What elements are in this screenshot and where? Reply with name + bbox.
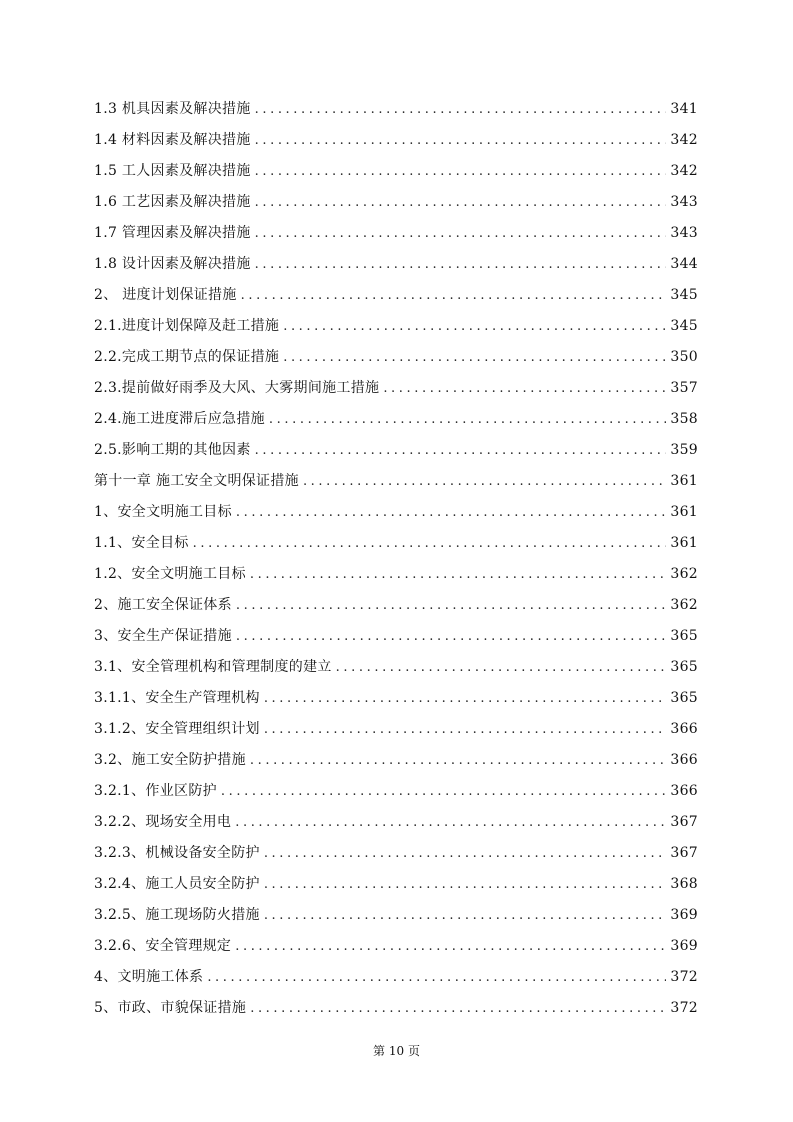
- toc-entry-label: 1.3 机具因素及解决措施: [94, 101, 251, 117]
- toc-leader-dots: [264, 838, 666, 869]
- toc-leader-dots: [250, 993, 666, 1024]
- toc-entry[interactable]: [94, 683, 698, 714]
- toc-entry[interactable]: [94, 528, 698, 559]
- toc-leader-dots: [255, 435, 666, 466]
- toc-entry[interactable]: [94, 404, 698, 435]
- toc-entry-page: 343: [670, 225, 698, 241]
- toc-entry-page: 343: [670, 194, 698, 210]
- toc-leader-dots: [235, 931, 666, 962]
- toc-entry-page: 367: [670, 845, 698, 861]
- toc-entry-page: 366: [670, 752, 698, 768]
- toc-leader-dots: [264, 900, 666, 931]
- toc-entry-page: 367: [670, 814, 698, 830]
- toc-entry-label: 3.2.4、施工人员安全防护: [94, 876, 260, 892]
- toc-entry-label: 3.2.3、机械设备安全防护: [94, 845, 260, 861]
- toc-entry-label: 1.7 管理因素及解决措施: [94, 225, 251, 241]
- toc-entry-label: 1.8 设计因素及解决措施: [94, 256, 251, 272]
- toc-leader-dots: [269, 404, 666, 435]
- toc-entry-page: 362: [670, 597, 698, 613]
- toc-entry-label: 3.2.2、现场安全用电: [94, 814, 232, 830]
- toc-entry-page: 372: [670, 1000, 698, 1016]
- toc-entry-label: 3.2、施工安全防护措施: [94, 752, 246, 768]
- toc-leader-dots: [250, 745, 666, 776]
- toc-entry-page: 344: [670, 256, 698, 272]
- toc-entry[interactable]: [94, 187, 698, 218]
- page-number-footer: 第 10 页: [373, 1044, 420, 1058]
- toc-entry-label: 1.2、安全文明施工目标: [94, 566, 246, 582]
- toc-leader-dots: [283, 311, 666, 342]
- toc-entry[interactable]: [94, 497, 698, 528]
- toc-leader-dots: [235, 807, 666, 838]
- toc-entry-page: 369: [670, 907, 698, 923]
- toc-entry-label: 3、安全生产保证措施: [94, 628, 232, 644]
- toc-entry-label: 3.1.1、安全生产管理机构: [94, 690, 260, 706]
- toc-entry-label: 3.2.5、施工现场防火措施: [94, 907, 260, 923]
- toc-leader-dots: [336, 652, 666, 683]
- toc-entry-page: 366: [670, 783, 698, 799]
- toc-entry-page: 357: [670, 380, 698, 396]
- toc-entry-label: 2、 进度计划保证措施: [94, 287, 237, 303]
- toc-entry[interactable]: [94, 590, 698, 621]
- toc-leader-dots: [236, 621, 666, 652]
- toc-entry-label: 1.6 工艺因素及解决措施: [94, 194, 251, 210]
- toc-entry[interactable]: [94, 776, 698, 807]
- toc-entry[interactable]: [94, 838, 698, 869]
- toc-entry-label: 第十一章 施工安全文明保证措施: [94, 473, 299, 489]
- toc-entry[interactable]: [94, 373, 698, 404]
- toc-entry-page: 341: [670, 101, 698, 117]
- toc-leader-dots: [264, 683, 666, 714]
- toc-entry-label: 2.3.提前做好雨季及大风、大雾期间施工措施: [94, 380, 380, 396]
- toc-leader-dots: [236, 497, 666, 528]
- toc-entry[interactable]: [94, 993, 698, 1024]
- toc-leader-dots: [255, 218, 666, 249]
- toc-entry-page: 342: [670, 163, 698, 179]
- toc-leader-dots: [255, 249, 666, 280]
- toc-entry-label: 5、市政、市貌保证措施: [94, 1000, 247, 1016]
- toc-entry-page: 365: [670, 659, 698, 675]
- toc-entry-page: 372: [670, 969, 698, 985]
- toc-entry[interactable]: [94, 652, 698, 683]
- toc-entry-page: 345: [670, 287, 698, 303]
- toc-leader-dots: [264, 869, 666, 900]
- toc-leader-dots: [241, 280, 666, 311]
- toc-entry-page: 359: [670, 442, 698, 458]
- toc-entry[interactable]: [94, 218, 698, 249]
- toc-entry-label: 3.1.2、安全管理组织计划: [94, 721, 260, 737]
- toc-entry[interactable]: [94, 807, 698, 838]
- toc-entry-label: 4、文明施工体系: [94, 969, 204, 985]
- toc-entry-page: 366: [670, 721, 698, 737]
- toc-leader-dots: [255, 125, 666, 156]
- toc-entry-label: 2.2.完成工期节点的保证措施: [94, 349, 280, 365]
- toc-entry[interactable]: [94, 94, 698, 125]
- toc-entry[interactable]: [94, 745, 698, 776]
- toc-leader-dots: [383, 373, 666, 404]
- toc-leader-dots: [255, 187, 666, 218]
- toc-leader-dots: [255, 94, 666, 125]
- toc-entry-page: 365: [670, 690, 698, 706]
- toc-entry-label: 1.1、安全目标: [94, 535, 189, 551]
- toc-entry-label: 2.5.影响工期的其他因素: [94, 442, 251, 458]
- toc-entry-page: 365: [670, 628, 698, 644]
- toc-leader-dots: [255, 156, 666, 187]
- toc-leader-dots: [207, 962, 666, 993]
- toc-entry-page: 361: [670, 504, 698, 520]
- toc-entry-label: 1.4 材料因素及解决措施: [94, 132, 251, 148]
- toc-entry[interactable]: [94, 466, 698, 497]
- toc-leader-dots: [283, 342, 666, 373]
- toc-entry[interactable]: [94, 249, 698, 280]
- toc-entry-page: 342: [670, 132, 698, 148]
- toc-leader-dots: [303, 466, 666, 497]
- toc-entry-label: 3.2.6、安全管理规定: [94, 938, 232, 954]
- toc-entry[interactable]: [94, 280, 698, 311]
- toc-entry-label: 3.2.1、作业区防护: [94, 783, 217, 799]
- toc-entry-page: 350: [670, 349, 698, 365]
- toc-entry-label: 1、安全文明施工目标: [94, 504, 232, 520]
- toc-leader-dots: [264, 714, 666, 745]
- toc-entry-label: 2.1.进度计划保障及赶工措施: [94, 318, 280, 334]
- toc-entry[interactable]: [94, 342, 698, 373]
- toc-entry[interactable]: [94, 621, 698, 652]
- toc-entry[interactable]: [94, 962, 698, 993]
- toc-entry-page: 358: [670, 411, 698, 427]
- toc-entry-page: 362: [670, 566, 698, 582]
- table-of-contents: [94, 94, 698, 1024]
- toc-leader-dots: [193, 528, 666, 559]
- toc-entry[interactable]: [94, 559, 698, 590]
- toc-entry[interactable]: [94, 931, 698, 962]
- toc-leader-dots: [250, 559, 666, 590]
- toc-entry-label: 2、施工安全保证体系: [94, 597, 232, 613]
- toc-entry-label: 3.1、安全管理机构和管理制度的建立: [94, 659, 332, 675]
- toc-entry-page: 361: [670, 535, 698, 551]
- toc-entry-label: 1.5 工人因素及解决措施: [94, 163, 251, 179]
- toc-entry-page: 345: [670, 318, 698, 334]
- toc-entry-page: 369: [670, 938, 698, 954]
- toc-entry[interactable]: [94, 156, 698, 187]
- toc-entry[interactable]: [94, 311, 698, 342]
- toc-leader-dots: [221, 776, 666, 807]
- toc-entry[interactable]: [94, 869, 698, 900]
- toc-entry-label: 2.4.施工进度滞后应急措施: [94, 411, 265, 427]
- toc-leader-dots: [236, 590, 666, 621]
- toc-entry[interactable]: [94, 714, 698, 745]
- toc-entry-page: 361: [670, 473, 698, 489]
- toc-entry[interactable]: [94, 435, 698, 466]
- toc-entry[interactable]: [94, 125, 698, 156]
- toc-entry-page: 368: [670, 876, 698, 892]
- toc-entry[interactable]: [94, 900, 698, 931]
